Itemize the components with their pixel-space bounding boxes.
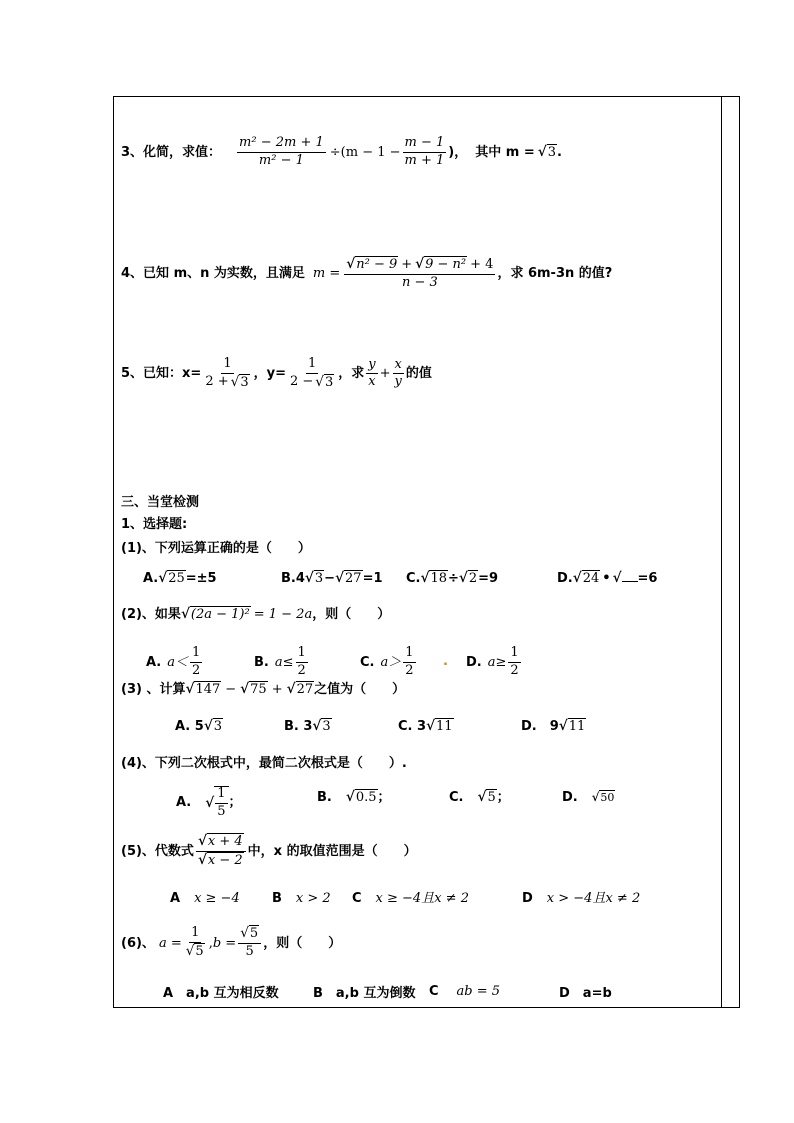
q5-x-rad-body: 3: [240, 374, 249, 390]
p4-d-rad-body: 50: [600, 790, 615, 804]
p3-c-rad-body: 11: [436, 719, 453, 734]
q4-rad-b-body: 9 − n²: [425, 257, 467, 272]
p6-b-eq: b =: [212, 935, 237, 951]
p6-b-fraction: [238, 926, 261, 960]
p1-b-rad2-body: 27: [345, 571, 362, 586]
p3-option-d: [521, 720, 586, 734]
p1-stem: (1)、下列运算正确的是（ ）: [121, 541, 311, 556]
q5-y-den-a: 2 −: [289, 374, 314, 390]
p2-d-half-num: 1: [508, 646, 520, 663]
p1-d-rad1-body: 24: [582, 571, 600, 586]
p1-c-rad1-body: 18: [430, 571, 447, 586]
q3-inner-num: m − 1: [403, 136, 447, 153]
q3-frac-den: m² − 1: [258, 152, 304, 168]
p4-d-label: D.: [562, 790, 578, 805]
p1-a-tail: =±5: [185, 571, 217, 587]
p4-d-radical: √50: [591, 789, 615, 804]
p4-stem: (4)、下列二次根式中，最简二次根式是（ ）.: [121, 756, 407, 771]
p5-num-radical: √x + 4: [197, 833, 243, 849]
q3-inner-den: m + 1: [404, 152, 445, 168]
q3-fraction: [237, 136, 326, 169]
p1-d-tail: =6: [637, 571, 658, 587]
p3-c-radical: √11: [426, 718, 453, 734]
q5-x-radical: √3: [230, 373, 249, 390]
p5-b-label: B: [272, 891, 282, 906]
p5-d-expr: x > −4且x ≠ 2: [546, 891, 641, 906]
p2-radical: √(2a − 1)²: [180, 606, 250, 622]
question-5: [121, 357, 432, 391]
p3-b-radical: √3: [312, 718, 331, 734]
p4-b-label: B.: [317, 790, 332, 806]
p3-plus: +: [271, 682, 283, 698]
q5-plus: +: [379, 366, 391, 382]
q4-frac-num: [344, 257, 495, 275]
q5-prefix: 5、已知：x=: [121, 366, 202, 382]
p5-b-expr: x > 2: [295, 891, 331, 906]
p3-option-a: [175, 720, 223, 734]
q3-close: )，: [448, 144, 468, 160]
p1-c-radical-1: √18: [420, 570, 447, 586]
p6-a-fraction: [184, 926, 207, 960]
p1-b-rad1-body: 3: [314, 571, 324, 586]
p2-stray-dot: .: [443, 654, 448, 669]
q5-x-num: 1: [221, 357, 233, 374]
p5-c-label: C: [352, 891, 362, 906]
q4-plus4: + 4: [470, 256, 494, 272]
q3-cond-rad-body: 3: [547, 144, 556, 160]
p2-option-a: [146, 646, 204, 679]
p4-a-num: 1: [215, 787, 227, 804]
p1-d-radical-1: √24: [572, 570, 600, 586]
q3-period: .: [557, 144, 562, 160]
p2-a-rel: a＜: [167, 654, 189, 670]
p3-d-text: D. 9: [521, 719, 559, 735]
p6-stem-b: ，则（ ）: [263, 935, 342, 951]
q3-div: ÷(m − 1 −: [329, 144, 401, 160]
q4-suffix: ，求 6m-3n 的值?: [497, 266, 613, 282]
q5-y-label: ，y=: [253, 366, 286, 382]
p1-d-label: D.: [557, 571, 573, 587]
p6-a-eq: a =: [158, 935, 182, 951]
p5-option-c: [352, 892, 469, 905]
p3-b-rad-body: 3: [322, 719, 331, 734]
p1-a-label: A.: [143, 571, 159, 587]
q3-inner-fraction: [403, 136, 447, 169]
p1-d-mid: •: [602, 571, 611, 587]
p4-a-label: A.: [176, 795, 192, 811]
p2-d-rel: a≥: [487, 654, 507, 670]
q5-f2-num: x: [393, 358, 404, 375]
p4-option-d: [562, 791, 615, 804]
p6-b-num-rad-body: 5: [249, 926, 259, 941]
p5-c-expr: x ≥ −4且x ≠ 2: [375, 891, 469, 906]
p6-a-num: 1: [189, 926, 201, 943]
q4-rad-a-body: n² − 9: [356, 257, 398, 272]
p2-a-half-num: 1: [190, 646, 202, 663]
p2-a-label: A.: [146, 654, 162, 670]
p4-a-semi: ；: [228, 795, 242, 811]
p6-a-den-radical: √5: [185, 942, 204, 959]
p3-r2-body: 75: [250, 682, 267, 697]
q3-cond-radical: √3: [537, 143, 556, 160]
question-3: [121, 136, 562, 169]
p5-den-radical: √x − 2: [197, 852, 243, 869]
p6-option-b: B a,b 互为倒数: [313, 986, 416, 1001]
q3-condition: 其中 m =: [475, 144, 535, 160]
p2-c-half-den: 2: [405, 662, 414, 678]
p1-c-radical-2: √2: [458, 570, 478, 586]
p2-a-half: [190, 646, 202, 679]
q5-suffix: 的值: [405, 366, 432, 382]
q5-f1-num: y: [366, 358, 377, 375]
p6-option-d: D a=b: [559, 986, 612, 1001]
p1-option-b: [281, 572, 383, 586]
p5-stem-b: 中，x 的取值范围是（ ）: [247, 844, 417, 860]
p1-b-radical-2: √27: [335, 570, 362, 586]
frame-margin-rule: [721, 96, 722, 1008]
q5-y-num: 1: [306, 357, 318, 374]
p2-c-label: C.: [360, 654, 375, 670]
p2-c-half: [403, 646, 415, 679]
q5-y-den: [288, 374, 336, 391]
p2-b-half: [296, 646, 308, 679]
p3-a-rad-body: 3: [213, 719, 223, 734]
p5-stem-a: (5)、代数式: [121, 844, 194, 860]
p5-num-rad-body: x + 4: [207, 834, 243, 849]
p5-d-label: D: [522, 891, 533, 906]
p2-stem-b: ，则（ ）: [312, 607, 391, 623]
p6-option-a: A a,b 互为相反数: [163, 986, 279, 1001]
q4-rad-b: √9 − n²: [415, 256, 467, 272]
q5-x-den: [203, 374, 251, 391]
q5-f2-den: y: [394, 374, 402, 390]
p4-c-label: C.: [449, 790, 464, 806]
p6-stem-a: (6)、: [121, 935, 155, 951]
p4-option-a: [176, 786, 242, 820]
p6-stem: [121, 926, 341, 960]
p3-a-radical: √3: [203, 718, 223, 734]
section-3-sub1: 1、选择题:: [121, 517, 188, 532]
p2-b-rel: a≤: [274, 654, 294, 670]
p1-d-radical-2: √: [613, 572, 638, 586]
q4-m-eq: m =: [312, 266, 341, 282]
p1-b-label: B.4: [281, 571, 305, 587]
p1-c-rad2-body: 2: [468, 571, 478, 586]
q4-plus: +: [401, 256, 413, 272]
q5-y-rad-body: 3: [324, 374, 334, 390]
p6-comma: ,: [208, 935, 213, 951]
p3-a-text: A. 5: [175, 719, 204, 735]
q5-yx-fraction: [366, 358, 377, 391]
p6-option-c: [429, 985, 500, 998]
p2-c-half-num: 1: [403, 646, 415, 663]
p5-option-a: [170, 892, 240, 905]
p3-stem: [121, 683, 405, 697]
p5-stem: [121, 834, 417, 870]
p5-a-expr: x ≥ −4: [194, 891, 240, 906]
p1-c-tail: =9: [478, 571, 499, 587]
p1-c-mid: ÷: [448, 571, 459, 587]
p5-option-b: [272, 892, 331, 905]
p4-b-rad-body: 0.5: [355, 790, 377, 805]
p2-stem-eq: = 1 − 2a: [253, 607, 313, 623]
p3-c-text: C. 3: [398, 719, 427, 735]
p1-b-tail: =1: [362, 571, 383, 587]
p5-fraction: [196, 834, 246, 870]
p2-option-c: [360, 646, 418, 679]
p1-d-rad2-body: [622, 581, 638, 582]
p3-d-rad-body: 11: [568, 719, 586, 734]
question-4: [121, 257, 612, 291]
q3-frac-num: m² − 2m + 1: [237, 136, 326, 153]
p6-b-den: 5: [245, 944, 254, 960]
p1-b-radical-1: √3: [304, 570, 324, 586]
p3-stem-a: (3) 、计算: [121, 682, 186, 698]
p6-c-expr: ab = 5: [456, 984, 501, 999]
p5-option-d: [522, 892, 640, 905]
p4-option-c: [449, 791, 510, 805]
p2-option-d: [466, 646, 523, 679]
p2-c-rel: a＞: [380, 654, 402, 670]
p2-stem: [121, 608, 390, 622]
p4-c-rad-body: 5: [487, 790, 496, 805]
p2-b-label: B.: [254, 654, 269, 670]
p4-option-b: [317, 791, 391, 805]
q5-ask: ，求: [338, 366, 365, 382]
p4-a-radical: √ $\frac{1}{5}$: [205, 786, 228, 820]
p4-b-radical: √0.5: [345, 789, 377, 805]
p3-stem-b: 之值为（ ）: [314, 682, 406, 698]
p2-d-half-den: 2: [510, 662, 519, 678]
p3-r3-body: 27: [296, 682, 314, 697]
p3-option-c: [398, 720, 454, 734]
p2-d-half: [508, 646, 520, 679]
p3-radical-2: √75: [240, 681, 267, 697]
p2-b-half-den: 2: [297, 662, 306, 678]
q5-f1-den: x: [368, 374, 376, 390]
p2-stem-a: (2)、如果: [121, 607, 181, 623]
p6-a-den-rad-body: 5: [195, 943, 204, 959]
p1-option-a: [143, 572, 217, 586]
q4-rad-a: √n² − 9: [346, 256, 398, 272]
q4-fraction: [344, 257, 495, 291]
p3-d-radical: √11: [558, 718, 586, 734]
p3-b-text: B. 3: [284, 719, 313, 735]
p3-radical-3: √27: [286, 681, 314, 697]
q5-y-fraction: [288, 357, 336, 391]
p5-a-label: A: [170, 891, 181, 906]
q4-frac-den: n − 3: [401, 274, 438, 290]
p3-minus: −: [225, 682, 237, 698]
p1-b-mid: −: [324, 571, 336, 587]
p4-c-radical: √5: [477, 789, 496, 805]
p6-c-label: C: [429, 984, 439, 999]
p2-option-b: [254, 646, 310, 679]
q5-y-radical: √3: [315, 373, 334, 390]
q5-x-den-a: 2 +: [205, 374, 229, 390]
q5-x-fraction: [203, 357, 251, 391]
section-3-title: 三、当堂检测: [121, 495, 200, 510]
p1-option-c: [406, 572, 498, 586]
p4-b-semi: ；: [377, 790, 391, 806]
p4-a-den: 5: [217, 803, 226, 819]
p2-rad-body: (2a − 1)²: [190, 607, 250, 622]
q4-prefix: 4、已知 m、n 为实数，且满足: [121, 266, 305, 282]
p1-c-label: C.: [406, 571, 421, 587]
p1-option-d: [557, 572, 657, 586]
p4-c-semi: ；: [496, 790, 510, 806]
q5-xy-fraction: [393, 358, 404, 391]
p2-d-label: D.: [466, 654, 482, 670]
p2-a-half-den: 2: [192, 662, 201, 678]
q3-prefix: 3、化简，求值：: [121, 144, 222, 160]
p1-a-radical: √25: [158, 570, 185, 586]
p3-option-b: [284, 720, 332, 734]
p3-r1-body: 147: [195, 682, 221, 697]
p6-b-num-radical: √5: [240, 925, 259, 941]
p1-a-rad-body: 25: [168, 571, 185, 586]
p3-radical-1: √147: [185, 681, 221, 697]
p5-den-rad-body: x − 2: [207, 853, 243, 869]
p2-b-half-num: 1: [296, 646, 308, 663]
